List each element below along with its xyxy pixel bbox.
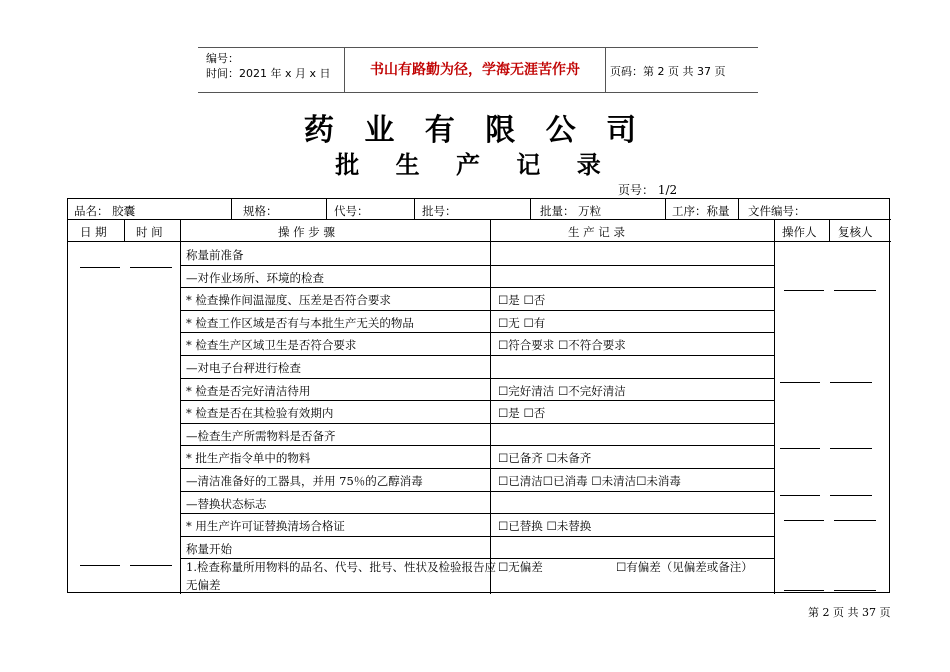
page-indicator: 页码：第 2 页 共 37 页 [610,65,726,78]
last-step-line1: 1.检查称量所用物料的品名、代号、批号、性状及检验报告应 [186,560,496,574]
operator-blank[interactable] [780,382,820,383]
page-header [198,47,758,93]
row-divider [180,491,774,492]
date-blank[interactable] [80,565,120,566]
step-text: —检查生产所需物料是否备齐 [186,428,336,443]
process-label: 工序：称量 [672,204,730,218]
time-label: 时间：2021 年 x 月 x 日 [206,67,331,80]
record-options[interactable]: ☐是 ☐否 [498,293,546,308]
reviewer-blank[interactable] [830,448,872,449]
col-reviewer: 复核人 [838,225,873,239]
reviewer-blank[interactable] [834,590,876,591]
checkbox-no-deviation[interactable]: ☐无偏差 [498,560,543,574]
page-number: 页号： 1/2 [618,183,678,197]
col-operator: 操作人 [782,225,817,239]
reviewer-blank[interactable] [834,290,876,291]
date-blank[interactable] [80,267,120,268]
row-divider [180,468,774,469]
step-text: 称量开始 [186,541,232,556]
row-divider [180,378,774,379]
doc-number: 文件编号： [748,204,806,218]
checkbox-deviation[interactable]: ☐有偏差（见偏差或备注） [616,560,753,574]
reviewer-blank[interactable] [830,382,872,383]
row-divider [180,513,774,514]
number-label: 编号： [206,52,239,65]
step-text: —替换状态标志 [186,496,267,511]
reviewer-blank[interactable] [834,520,876,521]
code-label: 代号： [334,204,369,218]
record-options[interactable]: ☐已替换 ☐未替换 [498,519,592,534]
record-options[interactable]: ☐是 ☐否 [498,406,546,421]
operator-blank[interactable] [780,448,820,449]
row-divider [180,265,774,266]
batch-label: 批号： [422,204,457,218]
row-divider [180,400,774,401]
step-text: 称量前准备 [186,248,244,262]
product-name: 品名： 胶囊 [74,204,136,218]
step-text: —对作业场所、环境的检查 [186,270,324,285]
row-divider [180,332,774,333]
step-text: —对电子台秤进行检查 [186,361,301,375]
operator-blank[interactable] [784,520,824,521]
row-divider [180,445,774,446]
batch-size: 批量： 万粒 [540,204,602,218]
record-options[interactable]: ☐完好清洁 ☐不完好清洁 [498,383,626,398]
record-title: 批 生 产 记 录 [335,150,615,179]
motto: 书山有路勤为径，学海无涯苦作舟 [344,48,606,92]
row-divider [180,536,774,537]
time-blank[interactable] [130,267,172,268]
step-text: * 检查是否完好清洁待用 [186,383,311,398]
last-step-line2: 无偏差 [186,578,221,592]
company-title: 药 业 有 限 公 司 [303,113,647,148]
step-text: * 批生产指令单中的物料 [186,451,311,466]
step-text: * 检查是否在其检验有效期内 [186,406,334,421]
time-blank[interactable] [130,565,172,566]
spec-label: 规格： [243,204,278,218]
reviewer-blank[interactable] [830,495,872,496]
record-options[interactable]: ☐已备齐 ☐未备齐 [498,451,592,466]
operator-blank[interactable] [784,590,824,591]
col-time: 时 间 [136,225,163,239]
operator-blank[interactable] [784,290,824,291]
row-divider [180,310,774,311]
record-options[interactable]: ☐无 ☐有 [498,315,546,330]
step-text: * 检查工作区域是否有与本批生产无关的物品 [186,315,414,330]
record-options[interactable]: ☐已清洁☐已消毒 ☐未清洁☐未消毒 [498,474,681,488]
record-table [67,198,890,593]
step-text: * 检查生产区域卫生是否符合要求 [186,338,357,353]
step-text: * 用生产许可证替换清场合格证 [186,519,345,534]
row-divider [180,355,774,356]
row-divider [180,423,774,424]
operator-blank[interactable] [780,495,820,496]
step-text: —清洁准备好的工器具，并用 75％的乙醇消毒 [186,474,423,488]
row-divider [180,287,774,288]
step-text: * 检查操作间温湿度、压差是否符合要求 [186,293,391,308]
record-options[interactable]: ☐符合要求 ☐不符合要求 [498,338,626,353]
footer-page: 第 2 页 共 37 页 [808,606,891,619]
col-date: 日 期 [80,225,107,239]
col-steps: 操 作 步 骤 [278,225,335,239]
col-record: 生 产 记 录 [568,225,625,239]
